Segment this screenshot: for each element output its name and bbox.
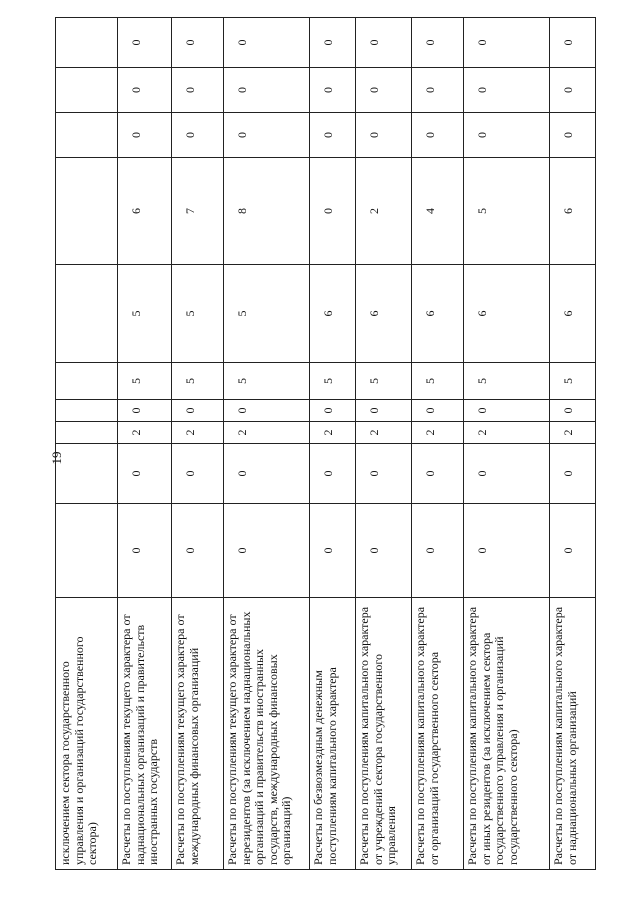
table-row xyxy=(356,18,412,870)
code-cell: 5 xyxy=(118,265,172,363)
code-cell: 0 xyxy=(118,18,172,68)
code-cell: 6 xyxy=(550,158,596,265)
code-cell: 0 xyxy=(356,113,412,158)
code-cell: 0 xyxy=(550,504,596,598)
code-cell: 0 xyxy=(412,444,464,504)
code-cell: 0 xyxy=(310,504,356,598)
row-label: Расчеты по поступлениям капитального характера от иных резидентов (за исключением сектора государственного управления и организаций государственного сектора) xyxy=(464,598,550,870)
code-cell: 0 xyxy=(464,400,550,422)
code-cell: 0 xyxy=(118,68,172,113)
code-cell: 0 xyxy=(412,113,464,158)
empty-cell xyxy=(56,444,118,504)
code-cell: 0 xyxy=(310,444,356,504)
rotated-table-container xyxy=(55,39,585,870)
code-cell: 0 xyxy=(310,68,356,113)
accounts-table xyxy=(55,17,596,870)
code-cell: 5 xyxy=(464,363,550,400)
code-cell: 6 xyxy=(412,265,464,363)
code-cell: 0 xyxy=(464,18,550,68)
row-label: Расчеты по безвозмездным денежным поступлениям капитального характера xyxy=(310,598,356,870)
code-cell: 0 xyxy=(550,113,596,158)
code-cell: 5 xyxy=(172,363,224,400)
table-row xyxy=(464,18,550,870)
code-cell: 5 xyxy=(356,363,412,400)
code-cell: 0 xyxy=(550,444,596,504)
code-cell: 0 xyxy=(118,444,172,504)
code-cell: 7 xyxy=(172,158,224,265)
empty-cell xyxy=(56,113,118,158)
table-row xyxy=(118,18,172,870)
empty-cell xyxy=(56,265,118,363)
code-cell: 6 xyxy=(118,158,172,265)
code-cell: 0 xyxy=(464,444,550,504)
code-cell: 2 xyxy=(224,422,310,444)
code-cell: 0 xyxy=(412,18,464,68)
code-cell: 6 xyxy=(310,265,356,363)
code-cell: 5 xyxy=(224,265,310,363)
code-cell: 0 xyxy=(412,400,464,422)
table-row xyxy=(412,18,464,870)
code-cell: 0 xyxy=(118,504,172,598)
code-cell: 5 xyxy=(224,363,310,400)
code-cell: 0 xyxy=(118,113,172,158)
code-cell: 0 xyxy=(118,400,172,422)
empty-cell xyxy=(56,400,118,422)
code-cell: 0 xyxy=(310,400,356,422)
empty-cell xyxy=(56,68,118,113)
code-cell: 0 xyxy=(310,18,356,68)
code-cell: 5 xyxy=(550,363,596,400)
code-cell: 0 xyxy=(550,400,596,422)
code-cell: 6 xyxy=(550,265,596,363)
code-cell: 2 xyxy=(550,422,596,444)
table-row xyxy=(310,18,356,870)
code-cell: 2 xyxy=(464,422,550,444)
code-cell: 5 xyxy=(172,265,224,363)
code-cell: 0 xyxy=(172,400,224,422)
code-cell: 0 xyxy=(172,504,224,598)
code-cell: 0 xyxy=(356,444,412,504)
row-label: исключением сектора государственного управления и организаций государственного сектора) xyxy=(56,598,118,870)
code-cell: 0 xyxy=(356,68,412,113)
code-cell: 5 xyxy=(464,158,550,265)
code-cell: 0 xyxy=(224,504,310,598)
empty-cell xyxy=(56,504,118,598)
code-cell: 0 xyxy=(224,400,310,422)
code-cell: 0 xyxy=(550,18,596,68)
code-cell: 8 xyxy=(224,158,310,265)
code-cell: 0 xyxy=(224,113,310,158)
code-cell: 5 xyxy=(118,363,172,400)
code-cell: 0 xyxy=(172,444,224,504)
code-cell: 0 xyxy=(224,18,310,68)
code-cell: 0 xyxy=(224,444,310,504)
code-cell: 2 xyxy=(310,422,356,444)
empty-cell xyxy=(56,422,118,444)
page-number: 19 xyxy=(49,451,64,465)
code-cell: 0 xyxy=(172,18,224,68)
code-cell: 0 xyxy=(310,113,356,158)
code-cell: 0 xyxy=(356,18,412,68)
code-cell: 5 xyxy=(412,363,464,400)
code-cell: 0 xyxy=(412,504,464,598)
row-label: Расчеты по поступлениям капитального характера от учреждений сектора государственного управления xyxy=(356,598,412,870)
table-row xyxy=(56,18,118,870)
code-cell: 0 xyxy=(172,68,224,113)
code-cell: 4 xyxy=(412,158,464,265)
empty-cell xyxy=(56,18,118,68)
empty-cell xyxy=(56,158,118,265)
table-row xyxy=(224,18,310,870)
code-cell: 0 xyxy=(356,400,412,422)
code-cell: 5 xyxy=(310,363,356,400)
table-row xyxy=(550,18,596,870)
code-cell: 0 xyxy=(310,158,356,265)
code-cell: 2 xyxy=(356,158,412,265)
code-cell: 0 xyxy=(464,113,550,158)
code-cell: 2 xyxy=(118,422,172,444)
row-label: Расчеты по поступлениям капитального характера от организаций государственного сектора xyxy=(412,598,464,870)
code-cell: 0 xyxy=(464,504,550,598)
code-cell: 6 xyxy=(356,265,412,363)
row-label: Расчеты по поступлениям текущего характера от международных финансовых организаций xyxy=(172,598,224,870)
code-cell: 2 xyxy=(356,422,412,444)
code-cell: 2 xyxy=(172,422,224,444)
code-cell: 0 xyxy=(412,68,464,113)
code-cell: 0 xyxy=(464,68,550,113)
code-cell: 0 xyxy=(172,113,224,158)
row-label: Расчеты по поступлениям текущего характера от нерезидентов (за исключением наднациональных организаций и правительств иностранных государств, международных финансовых организаций) xyxy=(224,598,310,870)
code-cell: 0 xyxy=(356,504,412,598)
code-cell: 0 xyxy=(224,68,310,113)
table-row xyxy=(172,18,224,870)
code-cell: 6 xyxy=(464,265,550,363)
row-label: Расчеты по поступлениям капитального характера от наднациональных организаций xyxy=(550,598,596,870)
empty-cell xyxy=(56,363,118,400)
code-cell: 0 xyxy=(550,68,596,113)
row-label: Расчеты по поступлениям текущего характера от наднациональных организаций и правительств иностранных государств xyxy=(118,598,172,870)
code-cell: 2 xyxy=(412,422,464,444)
